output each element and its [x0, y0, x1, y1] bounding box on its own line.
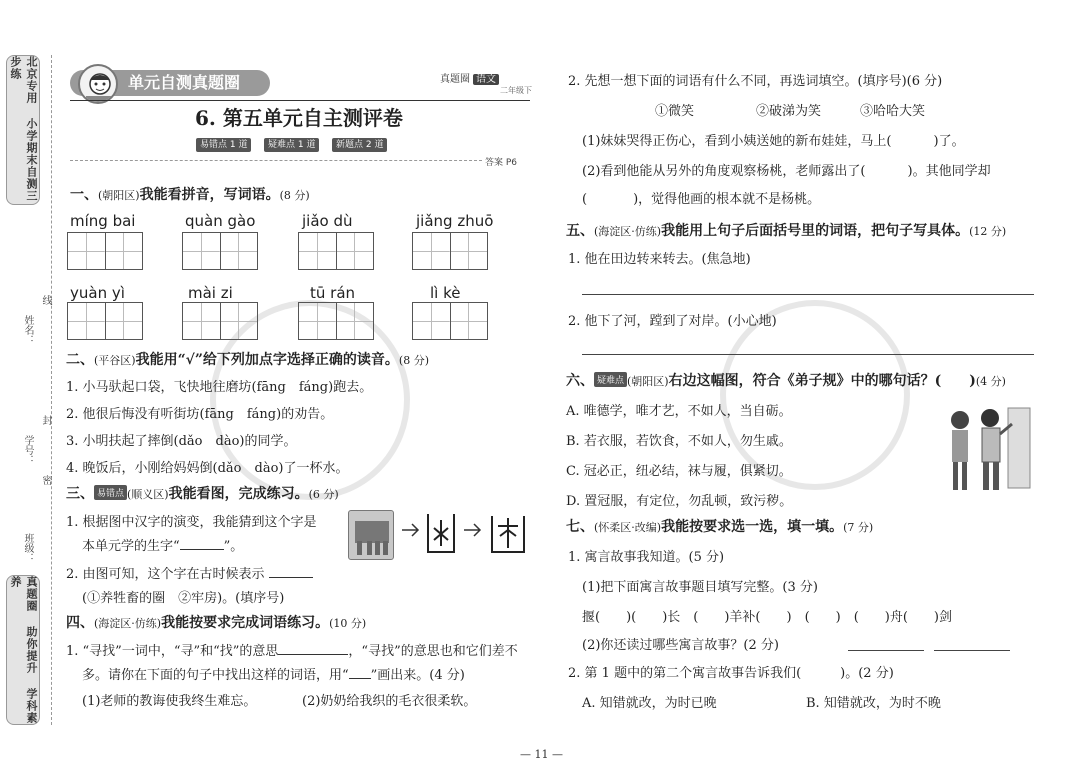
writing-grid-5[interactable]	[67, 302, 143, 340]
answer-blank[interactable]	[269, 577, 313, 578]
answer-blank[interactable]	[278, 654, 348, 655]
r-sentence-2: (2)看到他能从另外的角度观察杨桃，老师露出了( )。其他同学却	[582, 164, 991, 179]
s7-q1-2: (2)你还读过哪些寓言故事？(2 分)	[582, 638, 779, 653]
answer-line[interactable]	[582, 354, 1034, 355]
s7-option-b[interactable]: B. 知错就改，为时不晚	[806, 696, 941, 711]
class-label: 班级：	[22, 533, 33, 563]
student-id-label: 学号：	[22, 435, 33, 465]
s4-q1-line1: 1. “寻找”一词中，“寻”和“找”的意思 ，“寻找”的意思也和它们差不	[66, 644, 518, 659]
answer-line[interactable]	[848, 650, 924, 651]
brand-tag	[440, 70, 499, 85]
section-3-heading: 三、 易错点 (顺义区)我能看图，完成练习。(6 分)	[66, 486, 339, 502]
answer-line[interactable]	[582, 294, 1034, 295]
writing-grid-4[interactable]	[412, 232, 488, 270]
series-tab-top: 北京专用 小学期末自测三步练	[6, 55, 40, 205]
character-glyph-clerical	[488, 510, 528, 560]
pinyin-2: quàn gào	[185, 212, 256, 230]
grade-label: 二年级下	[500, 86, 532, 95]
s7-q2: 2. 第 1 题中的第二个寓言故事告诉我们( )。(2 分)	[568, 666, 894, 681]
unit-banner: 单元自测真题圈	[70, 70, 270, 96]
s2-item-1[interactable]: 1. 小马驮起口袋，飞快地往磨坊(fāng fáng)跑去。	[66, 380, 373, 395]
s2-item-3[interactable]: 3. 小明扶起了摔倒(dǎo dào)的同学。	[66, 434, 297, 449]
writing-grid-6[interactable]	[182, 302, 258, 340]
section-1-heading: 一、(朝阳区)我能看拼音，写词语。(8 分)	[70, 187, 310, 203]
writing-grid-8[interactable]	[412, 302, 488, 340]
dashed-rule	[70, 160, 482, 161]
evolution-arrow-2	[462, 520, 484, 544]
seal-mark-label: 封	[40, 415, 51, 425]
s7-option-a[interactable]: A. 知错就改，为时已晚	[582, 696, 717, 711]
pinyin-5: yuàn yì	[70, 284, 125, 302]
s2-item-4[interactable]: 4. 晚饭后，小刚给妈妈倒(dǎo dào)了一杯水。	[66, 461, 349, 476]
s4-sentence-1[interactable]: (1)老师的教诲使我终生难忘。	[82, 694, 257, 709]
s6-option-c[interactable]: C. 冠必正，纽必结，袜与履，俱紧切。	[566, 464, 792, 479]
s6-option-d[interactable]: D. 置冠服，有定位，勿乱顿，致污秽。	[566, 494, 793, 509]
pinyin-7: tū rán	[310, 284, 356, 302]
answer-blank[interactable]	[180, 549, 224, 550]
seal-line-label: 线	[40, 295, 51, 305]
s3-q1-line1: 1. 根据图中汉字的演变，我能猜到这个字是	[66, 515, 317, 530]
r-q2-prompt: 2. 先想一想下面的词语有什么不同，再选词填空。(填序号)(6 分)	[568, 74, 943, 89]
section-5-heading: 五、(海淀区·仿练)我能用上句子后面括号里的词语，把句子写具体。(12 分)	[566, 223, 1007, 239]
section-6-heading: 六、 疑难点 (朝阳区)右边这幅图，符合《弟子规》中的哪句话？( )(4 分)	[566, 373, 1006, 389]
s2-item-2[interactable]: 2. 他很后悔没有听街坊(fāng fáng)的劝告。	[66, 407, 334, 422]
r-option-3: ③哈哈大笑	[860, 104, 926, 119]
underline-sample	[349, 678, 371, 679]
evolution-arrow-1	[400, 520, 422, 544]
badge-error-prone: 易错点	[94, 485, 127, 500]
writing-grid-3[interactable]	[298, 232, 374, 270]
section-2-heading: 二、(平谷区)我能用“√”给下列加点字选择正确的读音。(8 分)	[66, 352, 429, 368]
secret-mark-label: 密	[40, 475, 51, 485]
r-option-1: ①微笑	[655, 104, 695, 119]
chip-new: 新题点 2 道	[332, 138, 387, 152]
writing-grid-7[interactable]	[298, 302, 374, 340]
pinyin-1: míng bai	[70, 212, 136, 230]
children-illustration	[938, 402, 1034, 494]
s3-q1-line2: 本单元学的生字“ ”。	[82, 539, 244, 554]
pinyin-6: mài zi	[188, 284, 233, 302]
series-tab-bottom: 真题圈 助你提升 学科素养	[6, 575, 40, 725]
s7-q1: 1. 寓言故事我知道。(5 分)	[568, 550, 725, 565]
name-label: 姓名：	[22, 315, 33, 345]
s7-fill-in-titles[interactable]: 揠( )( )长 ( )羊补( ) ( ) ( )舟( )剑	[582, 610, 953, 625]
chip-difficult: 疑难点 1 道	[264, 138, 319, 152]
section-4-heading: 四、(海淀区·仿练)我能按要求完成词语练习。(10 分)	[66, 615, 367, 631]
pinyin-8: lì kè	[430, 284, 461, 302]
page-title: 6. 第五单元自主测评卷	[195, 106, 403, 130]
ancient-character-image	[348, 510, 394, 560]
binding-strip	[0, 55, 52, 725]
section-7-heading: 七、(怀柔区·改编)我能按要求选一选，填一填。(7 分)	[566, 519, 874, 535]
s6-option-a[interactable]: A. 唯德学，唯才艺，不如人，当自砺。	[566, 404, 792, 419]
r-sentence-1: (1)妹妹哭得正伤心，看到小姨送她的新布娃娃，马上( )了。	[582, 134, 965, 149]
s5-q2: 2. 他下了河，蹚到了对岸。(小心地)	[568, 314, 777, 329]
answer-reference: 答案 P6	[485, 158, 518, 168]
s3-q2-line1: 2. 由图可知，这个字在古时候表示	[66, 563, 313, 582]
pinyin-3: jiǎo dù	[302, 212, 353, 230]
character-glyph-seal	[424, 510, 458, 560]
s4-q1-line2: 多。请你在下面的句子中找出这样的词语，用“ ”画出来。(4 分)	[82, 668, 465, 683]
answer-line[interactable]	[934, 650, 1010, 651]
subject-tag: 语文	[473, 74, 499, 85]
s4-sentence-2[interactable]: (2)奶奶给我织的毛衣很柔软。	[302, 694, 477, 709]
s3-q2-line2: (①养牲畜的圈 ②牢房)。(填序号)	[82, 591, 285, 606]
mascot-logo	[78, 64, 118, 104]
s7-q1-1: (1)把下面寓言故事题目填写完整。(3 分)	[582, 580, 818, 595]
s5-q1: 1. 他在田边转来转去。(焦急地)	[568, 252, 751, 267]
chip-error-prone: 易错点 1 道	[196, 138, 251, 152]
header-rule	[70, 100, 530, 101]
writing-grid-2[interactable]	[182, 232, 258, 270]
pinyin-4: jiǎng zhuō	[416, 212, 494, 230]
brand-name: 真题圈	[440, 74, 470, 85]
writing-grid-1[interactable]	[67, 232, 143, 270]
s6-option-b[interactable]: B. 若衣服，若饮食，不如人，勿生戚。	[566, 434, 792, 449]
page-number: — 11 —	[520, 748, 563, 761]
r-option-2: ②破涕为笑	[756, 104, 822, 119]
badge-difficult: 疑难点	[594, 372, 627, 387]
r-sentence-2-cont: ( )，觉得他画的根本就不是杨桃。	[582, 192, 821, 207]
